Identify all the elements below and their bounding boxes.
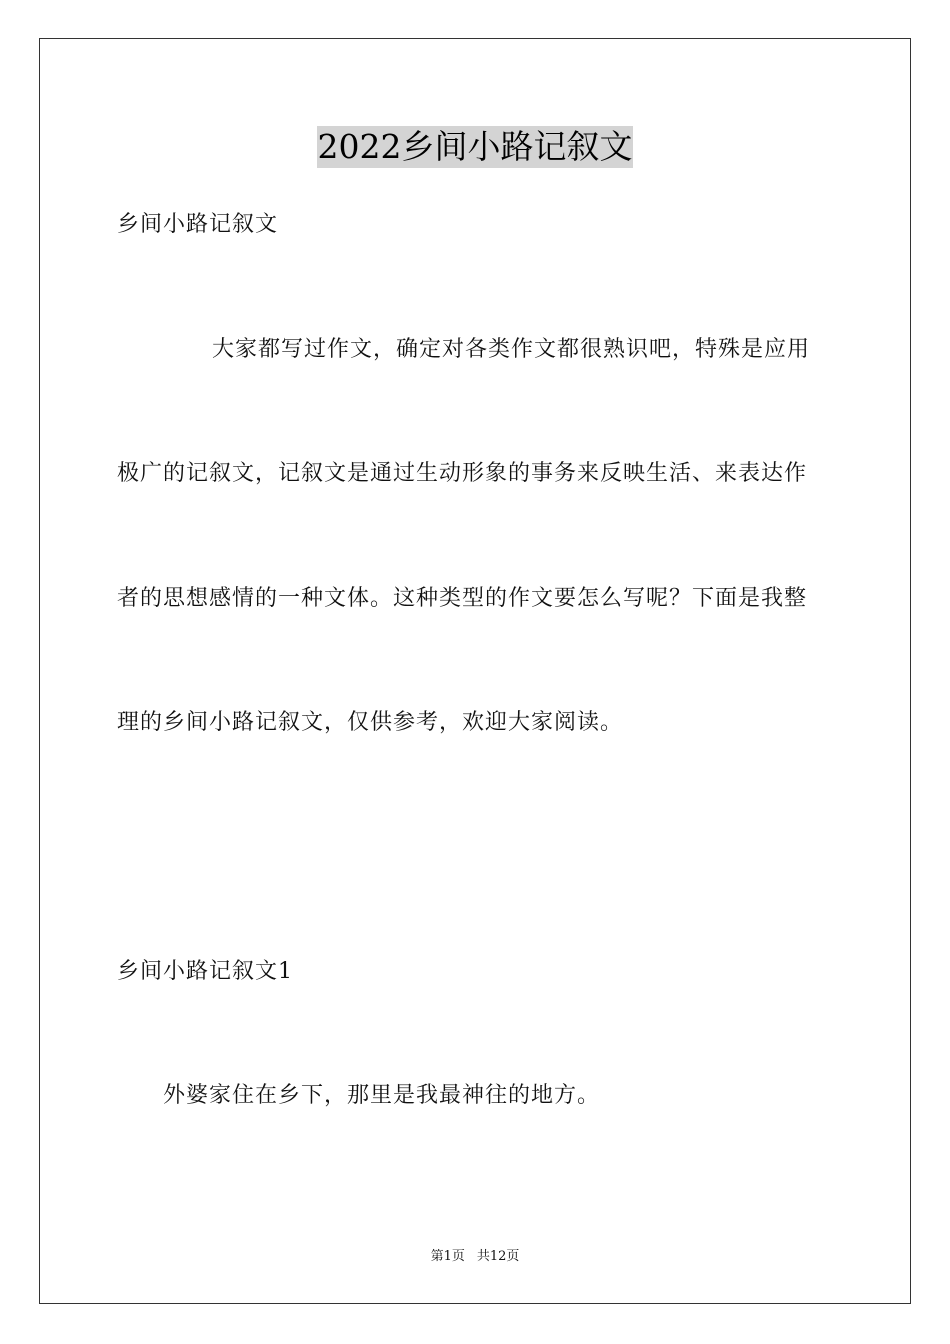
page-number: 第1页 <box>430 1249 465 1264</box>
intro-line-4: 理的乡间小路记叙文，仅供参考，欢迎大家阅读。 <box>117 710 624 735</box>
title-wrap <box>0 126 950 168</box>
page-total: 共12页 <box>476 1249 520 1264</box>
intro-line-1: 大家都写过作文，确定对各类作文都很熟识吧，特殊是应用 <box>212 337 811 362</box>
intro-line-2: 极广的记叙文，记叙文是通过生动形象的事务来反映生活、来表达作 <box>117 461 808 486</box>
document-subtitle: 乡间小路记叙文 <box>117 212 279 237</box>
document-title: 2022乡间小路记叙文 <box>317 127 633 166</box>
section-paragraph-line: 外婆家住在乡下，那里是我最神往的地方。 <box>163 1083 601 1108</box>
page-footer <box>0 1248 950 1266</box>
intro-line-3: 者的思想感情的一种文体。这种类型的作文要怎么写呢？下面是我整 <box>117 586 808 611</box>
section-heading: 乡间小路记叙文1 <box>117 959 293 984</box>
